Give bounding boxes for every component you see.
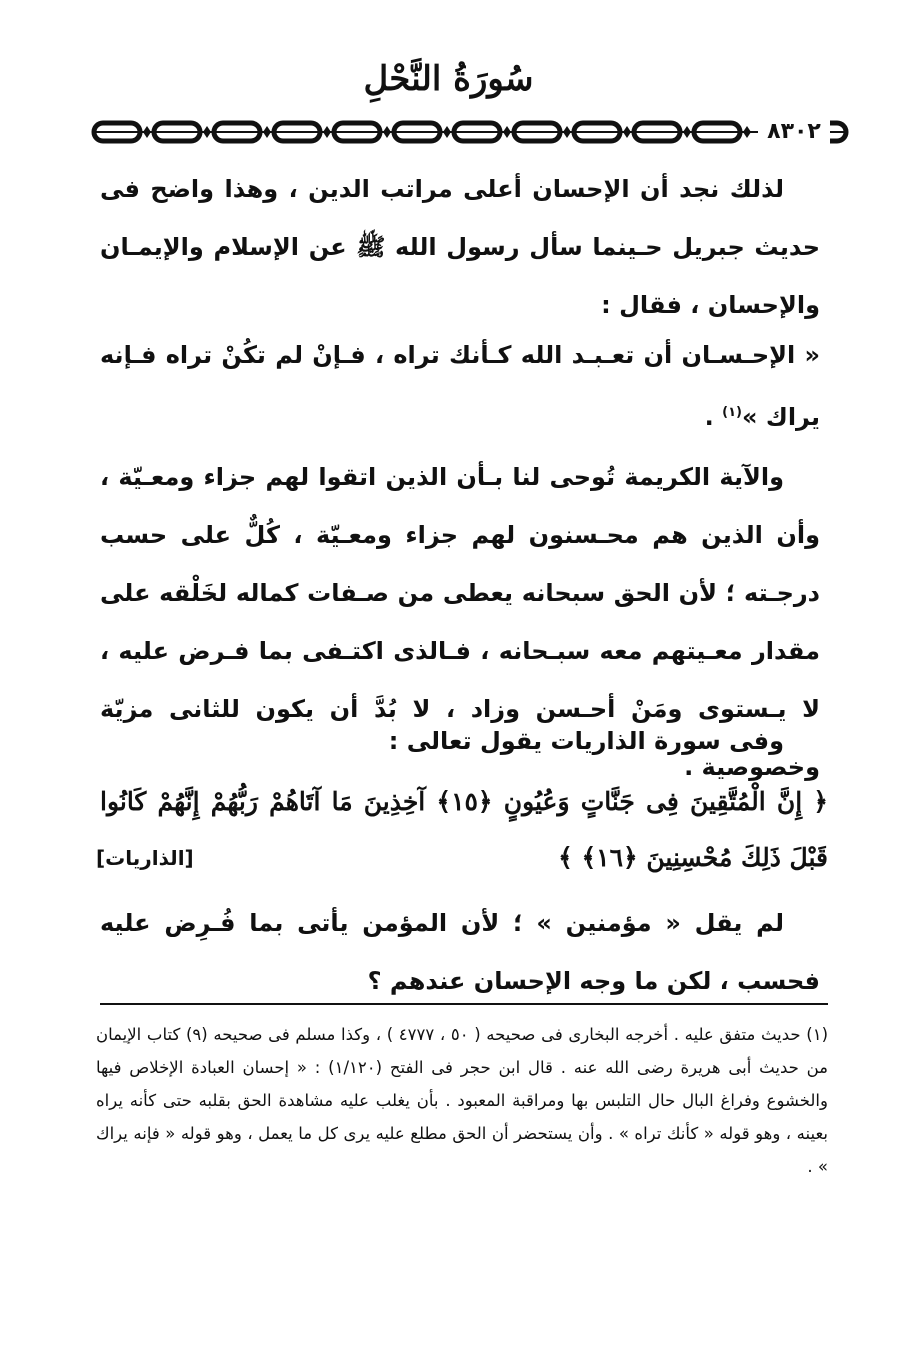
verse-reference: [الذاريات] — [96, 846, 194, 870]
footnote-divider — [100, 1003, 828, 1005]
paragraph-1: لذلك نجد أن الإحسان أعلى مراتب الدين ، وهذا واضح فى حديث جبريل حـينما سأل رسول الله ﷺ عن الإسلام والإيمـان والإحسان ، فقال : — [100, 175, 820, 319]
hadith-quote — [100, 326, 820, 446]
footnote: (١) حديث متفق عليه . أخرجه البخارى فى صحيحه ( ٥٠ ، ٤٧٧٧ ) ، وكذا مسلم فى صحيحه (٩) كتاب الإيمان من حديث أبى هريرة رضى الله عنه . قال ابن حجر فى الفتح (١/١٢٠) : « إحسان العبادة الإخلاص فيها والخشوع وفراغ البال حال التلبس بها ومراقبة المعبود . بأن يغلب عليه مشاهدة الحق بقلبه حتى كأنه يراه بعينه ، وهو قوله « كأنك تراه » . وأن يستحضر أن الحق مطلع عليه يرى كل ما يعمل ، وهو قوله « فإنه يراك » . — [96, 1025, 829, 1176]
page-number: ٨٣٠٢ — [758, 117, 830, 147]
footnote-marker[interactable]: (١) — [722, 405, 742, 420]
hadith-end: . — [704, 403, 723, 431]
ornamental-border — [88, 118, 850, 146]
surah-title: سُورَةُ النَّحْلِ — [363, 59, 534, 99]
quran-verse: ﴿ إِنَّ الْمُتَّقِينَ فِى جَنَّاتٍ وَعُيُونٍ ﴿١٥﴾ آخِذِينَ مَا آتَاهُمْ رَبُّهُمْ إِنَّهُمْ كَانُوا قَبْلَ ذَلِكَ مُحْسِنِينَ ﴿١٦﴾ ﴾ — [100, 787, 828, 872]
paragraph-3: وفى سورة الذاريات يقول تعالى : — [388, 727, 784, 755]
paragraph-2: والآية الكريمة تُوحى لنا بـأن الذين اتقوا لهم جزاء ومعـيّة ، وأن الذين هم محـسنون لهم جزاء ومعـيّة ، كُلٌّ على حسب درجـته ؛ لأن الحق سبحانه يعطى من صـفات كماله لخَلْقه على مقدار معـيتهم معه سبـحانه ، فـالذى اكتـفى بما فـرض عليه ، لا يـستوى ومَنْ أحـسن وزاد ، لا بُدَّ أن يكون للثانى مزيّة وخصوصية . — [100, 463, 820, 781]
hadith-text: « الإحـسـان أن تعـبـد الله كـأنك تراه ، فـإنْ لم تكُنْ تراه فـإنه يراك » — [100, 341, 820, 431]
paragraph-4: لم يقل « مؤمنين » ؛ لأن المؤمن يأتى بما فُـرِض عليه فحسب ، لكن ما وجه الإحسان عندهم ؟ — [100, 909, 820, 995]
